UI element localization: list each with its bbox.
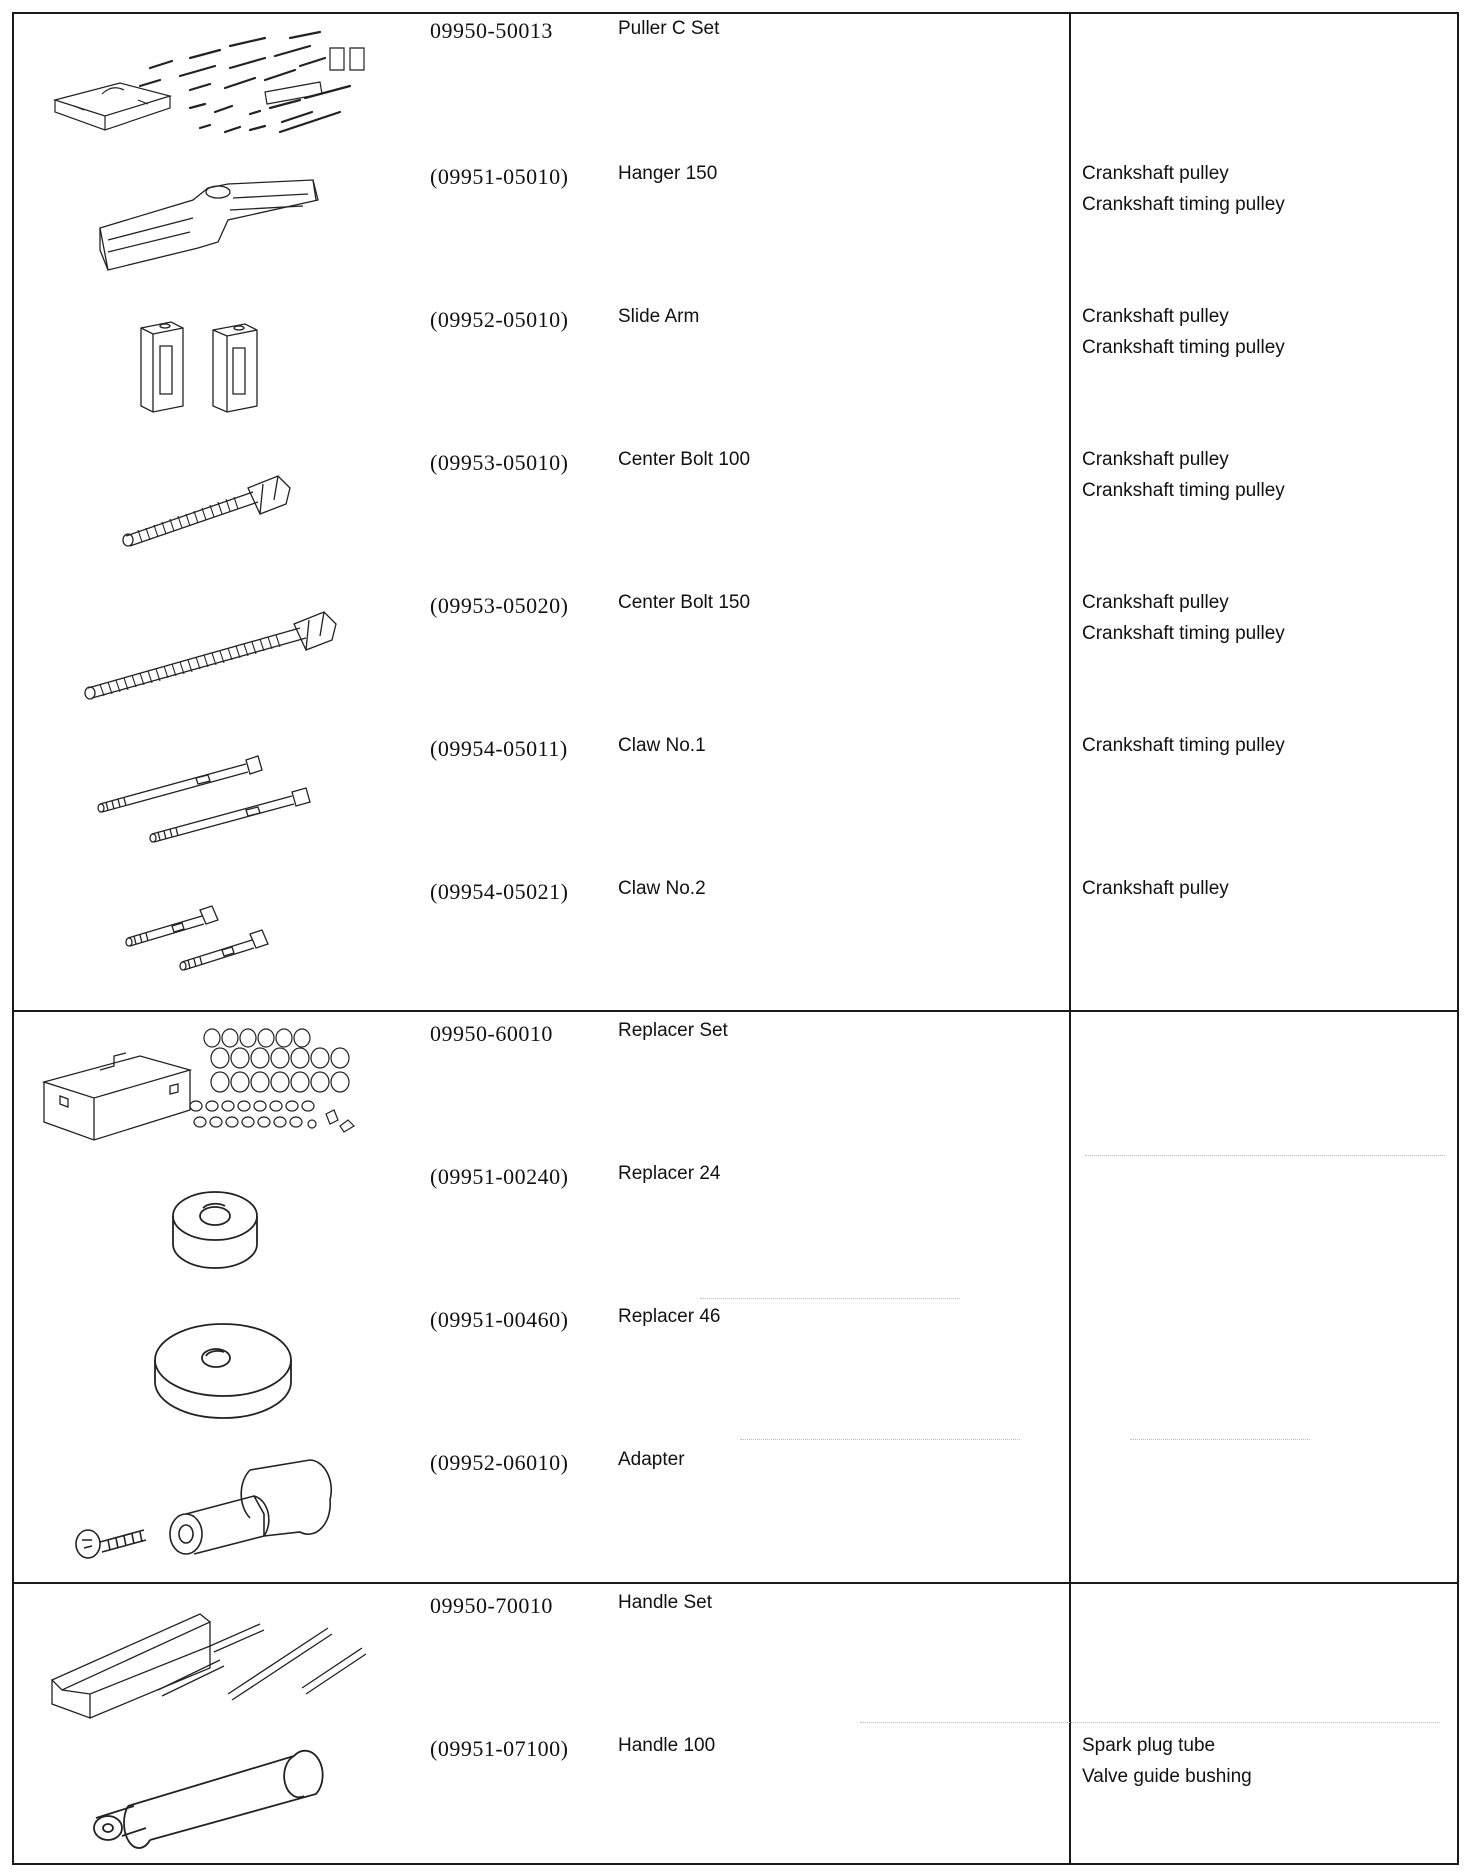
part-name: Slide Arm	[618, 306, 700, 327]
part-name: Replacer 24	[618, 1163, 721, 1184]
scan-artifact	[860, 1722, 1440, 1724]
group-divider	[12, 1582, 1459, 1584]
column-divider	[1069, 12, 1071, 1865]
usage-list	[1082, 587, 1285, 649]
replacer-24-icon	[165, 1186, 265, 1278]
part-code: (09951-07100)	[430, 1736, 569, 1761]
part-code: (09953-05020)	[430, 593, 569, 618]
center-bolt-150-icon	[80, 608, 342, 702]
set-name: Handle Set	[618, 1592, 713, 1613]
usage-list	[1082, 1730, 1252, 1792]
part-name: Adapter	[618, 1449, 685, 1470]
part-name: Replacer 46	[618, 1306, 721, 1327]
usage-item: Crankshaft timing pulley	[1082, 337, 1285, 358]
usage-item: Crankshaft timing pulley	[1082, 735, 1285, 756]
part-name: Claw No.1	[618, 735, 706, 756]
part-name: Handle 100	[618, 1735, 716, 1756]
scan-artifact	[1130, 1439, 1310, 1441]
part-code: (09951-00240)	[430, 1164, 569, 1189]
usage-item: Crankshaft pulley	[1082, 592, 1229, 613]
usage-item: Crankshaft timing pulley	[1082, 194, 1285, 215]
usage-list	[1082, 873, 1229, 904]
set-name: Puller C Set	[618, 18, 720, 39]
handle-set-case-icon	[50, 1608, 370, 1718]
usage-list	[1082, 301, 1285, 363]
part-code: (09951-00460)	[430, 1307, 569, 1332]
set-code: 09950-50013	[430, 18, 553, 43]
part-name: Center Bolt 100	[618, 449, 751, 470]
part-code: (09954-05011)	[430, 736, 568, 761]
part-code: (09952-06010)	[430, 1450, 569, 1475]
scan-artifact	[1085, 1155, 1445, 1157]
claw-no2-icon	[124, 898, 284, 972]
claw-no1-icon	[96, 752, 328, 842]
usage-list	[1082, 158, 1285, 220]
usage-list	[1082, 730, 1285, 761]
part-name: Claw No.2	[618, 878, 706, 899]
part-code: (09954-05021)	[430, 879, 569, 904]
usage-item: Crankshaft timing pulley	[1082, 623, 1285, 644]
usage-item: Crankshaft pulley	[1082, 449, 1229, 470]
set-code: 09950-70010	[430, 1593, 553, 1618]
usage-item: Valve guide bushing	[1082, 1766, 1252, 1787]
set-code: 09950-60010	[430, 1021, 553, 1046]
part-code: (09953-05010)	[430, 450, 569, 475]
set-name: Replacer Set	[618, 1020, 728, 1041]
part-code: (09952-05010)	[430, 307, 569, 332]
replacer-46-icon	[148, 1318, 298, 1423]
usage-item: Crankshaft timing pulley	[1082, 480, 1285, 501]
replacer-set-case-icon	[40, 1026, 380, 1144]
usage-list	[1082, 444, 1285, 506]
usage-item: Spark plug tube	[1082, 1735, 1216, 1756]
center-bolt-100-icon	[118, 470, 298, 545]
group-divider	[12, 1010, 1459, 1012]
part-name: Hanger 150	[618, 163, 718, 184]
hanger-icon	[98, 170, 323, 275]
usage-item: Crankshaft pulley	[1082, 878, 1229, 899]
adapter-icon	[74, 1456, 342, 1568]
scan-artifact	[740, 1439, 1020, 1441]
puller-set-case-icon	[50, 28, 380, 148]
part-name: Center Bolt 150	[618, 592, 751, 613]
usage-item: Crankshaft pulley	[1082, 306, 1229, 327]
usage-item: Crankshaft pulley	[1082, 163, 1229, 184]
handle-100-icon	[84, 1748, 324, 1848]
part-code: (09951-05010)	[430, 164, 569, 189]
slide-arm-icon	[135, 318, 275, 414]
scan-artifact	[700, 1298, 960, 1300]
